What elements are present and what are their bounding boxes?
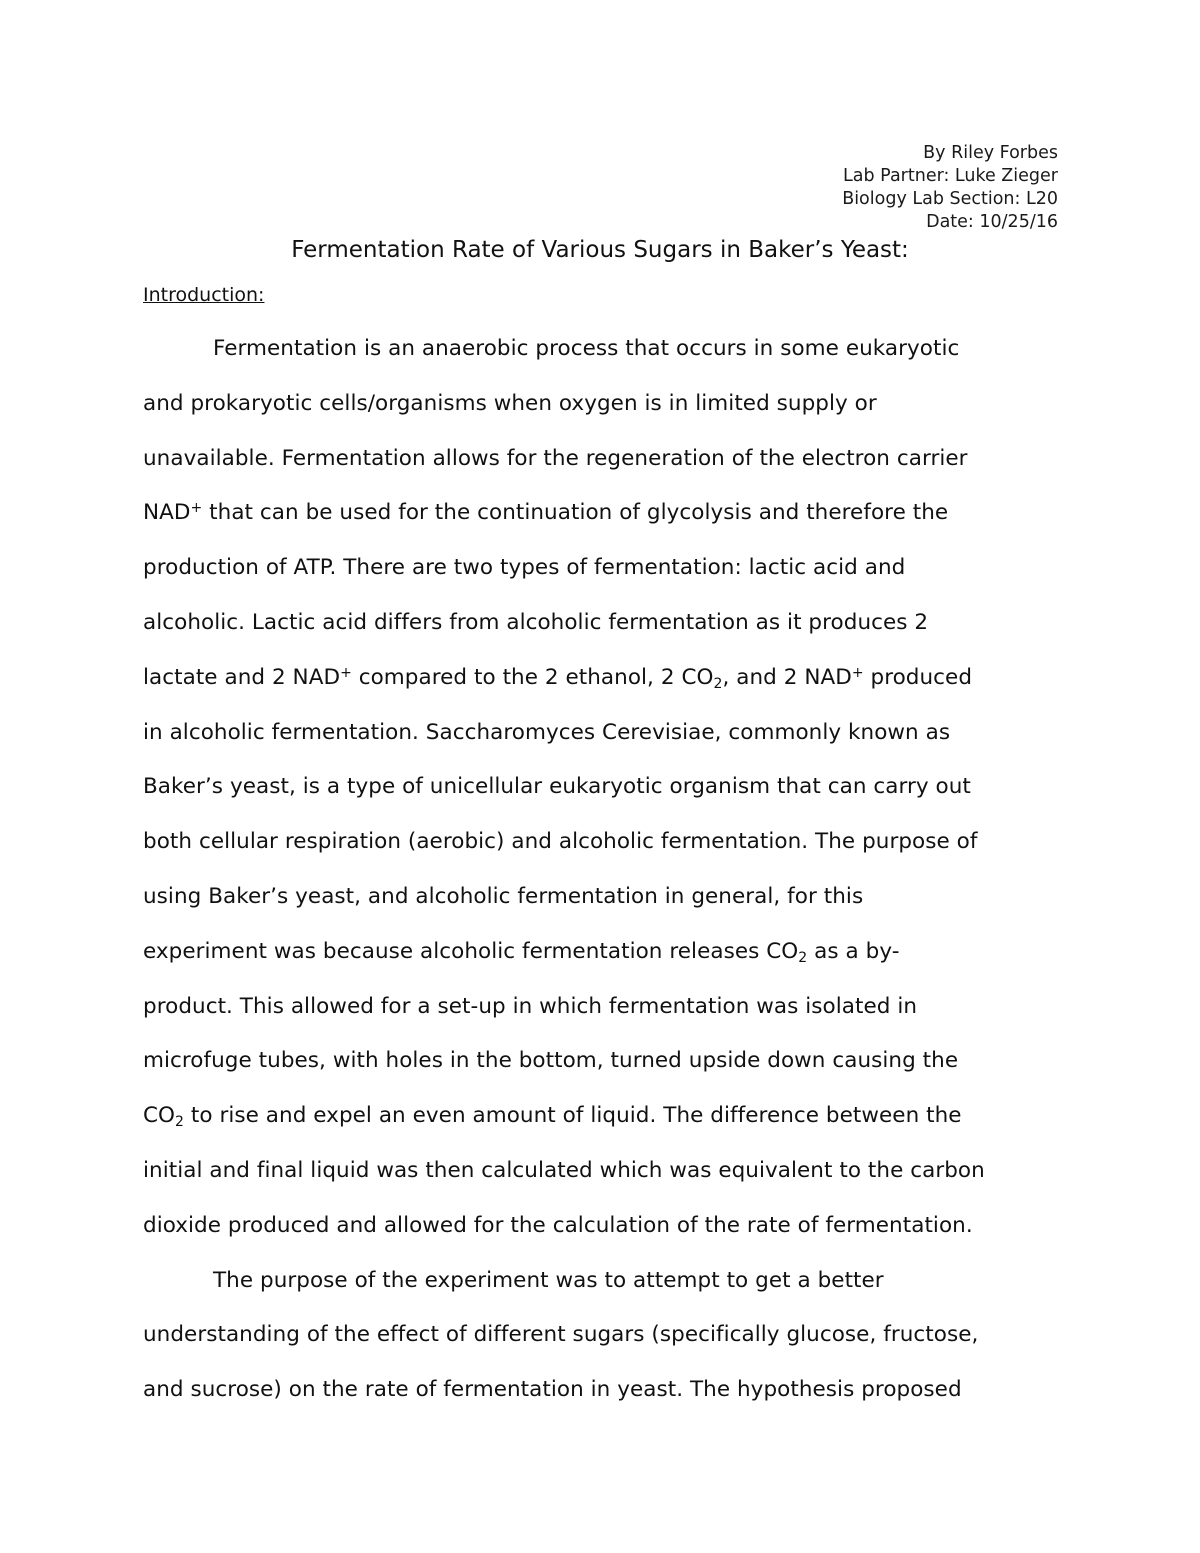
paragraph-line: unavailable. Fermentation allows for the regeneration of the electron carrier bbox=[143, 445, 968, 471]
introduction-paragraph-1 bbox=[143, 322, 1063, 1418]
paragraph-line: product. This allowed for a set-up in which fermentation was isolated in bbox=[143, 993, 918, 1019]
paragraph-line: $CO_2$ to rise and expel an even amount of liquid. The difference between the bbox=[143, 1103, 962, 1131]
paragraph-line: Baker’s yeast, is a type of unicellular eukaryotic organism that can carry out bbox=[143, 774, 971, 800]
paragraph-line: production of ATP. There are two types of fermentation: lactic acid and bbox=[143, 555, 906, 581]
subscript: 2 bbox=[798, 949, 808, 966]
superscript: + bbox=[190, 500, 203, 517]
paragraph-line: and sucrose) on the rate of fermentation in yeast. The hypothesis proposed bbox=[143, 1377, 962, 1403]
paragraph-line: using Baker’s yeast, and alcoholic fermentation in general, for this bbox=[143, 883, 864, 909]
paragraph-line: initial and final liquid was then calculated which was equivalent to the carbon bbox=[143, 1157, 985, 1183]
lab-section: Biology Lab Section: L20 bbox=[842, 189, 1058, 209]
document-title: Fermentation Rate of Various Sugars in Baker’s Yeast: bbox=[291, 237, 909, 263]
author-header bbox=[842, 142, 1058, 234]
paragraph-line: both cellular respiration (aerobic) and alcoholic fermentation. The purpose of bbox=[143, 829, 978, 855]
author-name: By Riley Forbes bbox=[923, 143, 1058, 163]
paragraph-line: lactate and 2 NAD+ compared to the 2 ethanol, 2 $CO_2$, and 2 NAD+ produced bbox=[143, 664, 973, 692]
superscript: + bbox=[851, 664, 864, 681]
paragraph-line: in alcoholic fermentation. Saccharomyces Cerevisiae, commonly known as bbox=[143, 719, 951, 745]
paragraph-line: alcoholic. Lactic acid differs from alcoholic fermentation as it produces 2 bbox=[143, 609, 929, 635]
introduction-heading: Introduction: bbox=[143, 284, 265, 306]
paragraph-line: NAD+ that can be used for the continuation of glycolysis and therefore the bbox=[143, 500, 949, 526]
paragraph-line: understanding of the effect of different sugars (specifically glucose, fructose, bbox=[143, 1322, 979, 1348]
subscript: 2 bbox=[713, 675, 723, 692]
paragraph-line: experiment was because alcoholic fermentation releases $CO_2$ as a by- bbox=[143, 938, 900, 966]
superscript: + bbox=[340, 664, 352, 681]
lab-partner: Lab Partner: Luke Zieger bbox=[843, 166, 1058, 186]
paragraph-line: The purpose of the experiment was to attempt to get a better bbox=[213, 1267, 884, 1293]
report-date: Date: 10/25/16 bbox=[926, 212, 1058, 232]
paragraph-line: and prokaryotic cells/organisms when oxygen is in limited supply or bbox=[143, 390, 877, 416]
paragraph-line: microfuge tubes, with holes in the bottom, turned upside down causing the bbox=[143, 1048, 959, 1074]
subscript: 2 bbox=[175, 1114, 185, 1131]
paragraph-line: Fermentation is an anaerobic process that occurs in some eukaryotic bbox=[213, 336, 960, 361]
paragraph-line: dioxide produced and allowed for the calculation of the rate of fermentation. bbox=[143, 1212, 973, 1238]
